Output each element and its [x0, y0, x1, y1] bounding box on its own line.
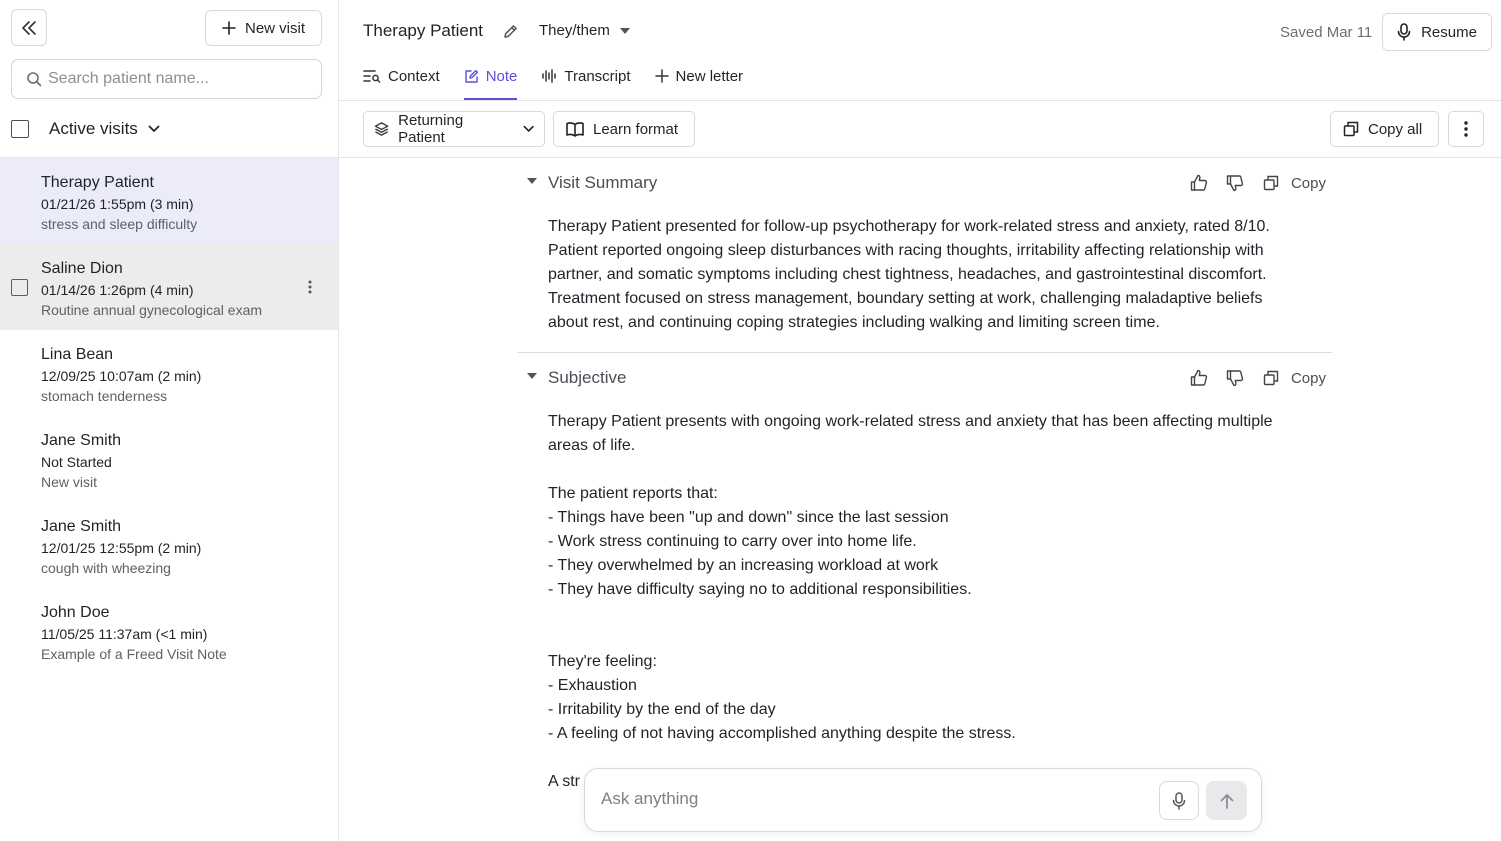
copy-section-icon-button[interactable] — [1253, 367, 1289, 389]
section-title: Subjective — [548, 368, 627, 387]
section-title: Visit Summary — [548, 173, 658, 192]
copy-section-button[interactable]: Copy — [1290, 369, 1326, 387]
thumbs-down-icon — [1226, 369, 1244, 387]
visit-checkbox[interactable] — [11, 279, 28, 296]
section-body[interactable]: Therapy Patient presented for follow-up psychotherapy for work-related stress and anxiety, rated 8/10. Patient reported ongoing sleep disturbances with racing thoughts, irritability affecting relationship with partner, and somatic symptoms including chest tightness, headaches, and gastrointestinal discomfort. Treatment focused on stress management, boundary setting at work, challenging maladaptive beliefs about rest, and continuing coping strategies including walking and limiting screen time. — [548, 218, 1270, 331]
copy-icon — [1263, 370, 1279, 386]
new-visit-button[interactable] — [205, 10, 322, 46]
main-panel — [339, 0, 1501, 841]
more-options-button[interactable] — [1448, 111, 1484, 147]
microphone-icon — [1172, 792, 1186, 810]
waveform-icon — [541, 69, 557, 83]
learn-format-button[interactable] — [553, 111, 695, 147]
visit-patient-name: John Doe — [41, 604, 110, 621]
visit-patient-name: Jane Smith — [41, 518, 122, 535]
section-actions — [1181, 367, 1326, 389]
active-visits-dropdown[interactable]: Active visits — [49, 119, 138, 138]
resume-button[interactable] — [1382, 13, 1492, 51]
visit-menu-button[interactable] — [301, 278, 319, 296]
vertical-dots-icon — [308, 280, 312, 294]
caret-down-icon[interactable] — [527, 178, 537, 184]
sidebar — [0, 0, 339, 841]
visit-time: 01/14/26 1:26pm (4 min) — [41, 282, 194, 298]
chevron-down-icon[interactable] — [148, 125, 160, 133]
saved-status: Saved Mar 11 — [1280, 24, 1373, 41]
visit-patient-name: Lina Bean — [41, 346, 114, 363]
note-tabs — [363, 58, 767, 101]
visit-item[interactable] — [0, 330, 338, 416]
visit-item[interactable] — [0, 244, 338, 330]
section-header — [517, 353, 1332, 401]
patient-search[interactable] — [11, 59, 322, 99]
pronouns-dropdown[interactable] — [539, 22, 630, 39]
visit-time: 12/01/25 12:55pm (2 min) — [41, 540, 202, 556]
visit-time: 01/21/26 1:55pm (3 min) — [41, 196, 194, 212]
ask-bar — [584, 768, 1262, 832]
page-title: Therapy Patient — [363, 21, 484, 40]
thumbs-up-icon — [1190, 174, 1208, 192]
tab-transcript[interactable] — [541, 58, 630, 94]
visit-reason: stress and sleep difficulty — [41, 216, 198, 232]
visit-item[interactable] — [0, 158, 338, 244]
double-chevron-left-icon — [20, 19, 38, 37]
template-label: Returning Patient — [398, 112, 464, 146]
thumbs-up-button[interactable] — [1181, 172, 1217, 194]
ask-input[interactable] — [601, 789, 1141, 809]
vertical-dots-icon — [1464, 121, 1468, 137]
collapse-sidebar-button[interactable] — [11, 9, 47, 46]
pencil-icon — [502, 23, 519, 40]
note-edit-icon — [464, 69, 479, 84]
new-visit-label: New visit — [244, 19, 305, 37]
search-icon — [26, 71, 42, 87]
copy-section-button[interactable]: Copy — [1290, 174, 1326, 192]
pronouns-label: They/them — [539, 22, 610, 39]
note-section-subjective — [517, 353, 1332, 794]
tab-label: Context — [388, 67, 440, 85]
thumbs-down-button[interactable] — [1217, 172, 1253, 194]
thumbs-up-button[interactable] — [1181, 367, 1217, 389]
note-content — [517, 158, 1332, 841]
edit-name-button[interactable] — [502, 23, 519, 40]
caret-down-icon — [620, 28, 630, 34]
visit-time: Not Started — [41, 454, 112, 470]
tab-label: Note — [485, 67, 518, 85]
visit-reason: stomach tenderness — [41, 388, 168, 404]
thumbs-down-icon — [1226, 174, 1244, 192]
tab-label: Transcript — [564, 67, 631, 85]
context-icon — [363, 69, 381, 83]
resume-label: Resume — [1421, 23, 1477, 41]
section-actions — [1181, 172, 1326, 194]
tab-context[interactable] — [363, 58, 440, 94]
visit-patient-name: Saline Dion — [41, 260, 123, 277]
copy-icon — [1263, 175, 1279, 191]
chevron-down-icon — [523, 125, 534, 133]
visit-reason: New visit — [41, 474, 98, 490]
visit-reason: Example of a Freed Visit Note — [41, 646, 227, 662]
active-visits-filter — [11, 116, 160, 142]
copy-icon — [1343, 121, 1359, 137]
header-divider — [339, 100, 1501, 101]
copy-all-label: Copy all — [1368, 120, 1423, 138]
caret-down-icon[interactable] — [527, 373, 537, 379]
thumbs-down-button[interactable] — [1217, 367, 1253, 389]
tab-note[interactable] — [464, 58, 518, 94]
visit-item[interactable] — [0, 502, 338, 588]
search-input[interactable] — [48, 70, 308, 88]
plus-icon — [655, 69, 669, 83]
learn-format-label: Learn format — [593, 120, 679, 138]
visit-patient-name: Therapy Patient — [41, 174, 154, 191]
book-open-icon — [566, 121, 584, 137]
section-body[interactable]: Therapy Patient presents with ongoing work-related stress and anxiety that has been affecting multiple areas of life. The patient reports that: - Things have been "up and down" since the last session - Work stress continuing to carry over into home life. - They overwhelmed by an increasing workload at work - They have difficulty saying no to additional responsibilities. They're feeling: - Exhaustion - Irritability by the end of the day - A feeling of not having accomplished anything despite the stress. A str — [548, 413, 1273, 790]
visit-reason: Routine annual gynecological exam — [41, 302, 263, 318]
visit-item[interactable] — [0, 416, 338, 502]
visit-list — [0, 158, 338, 674]
thumbs-up-icon — [1190, 369, 1208, 387]
microphone-icon — [1397, 23, 1411, 41]
visit-item[interactable] — [0, 588, 338, 674]
template-dropdown[interactable] — [363, 111, 545, 147]
send-button[interactable] — [1206, 781, 1247, 820]
layers-icon — [374, 121, 389, 137]
arrow-up-icon — [1220, 793, 1234, 809]
copy-all-button[interactable] — [1330, 111, 1439, 147]
dictate-button[interactable] — [1159, 781, 1199, 820]
tab-new-letter[interactable] — [655, 58, 744, 94]
plus-icon — [222, 21, 236, 35]
tab-label: New letter — [675, 67, 744, 85]
visit-reason: cough with wheezing — [41, 560, 171, 576]
copy-section-icon-button[interactable] — [1253, 172, 1289, 194]
note-section-visit-summary — [517, 158, 1332, 353]
visit-patient-name: Jane Smith — [41, 432, 122, 449]
section-header — [517, 158, 1332, 206]
visit-time: 12/09/25 10:07am (2 min) — [41, 368, 202, 384]
select-all-checkbox[interactable] — [11, 120, 29, 138]
visit-time: 11/05/25 11:37am (<1 min) — [41, 626, 208, 642]
